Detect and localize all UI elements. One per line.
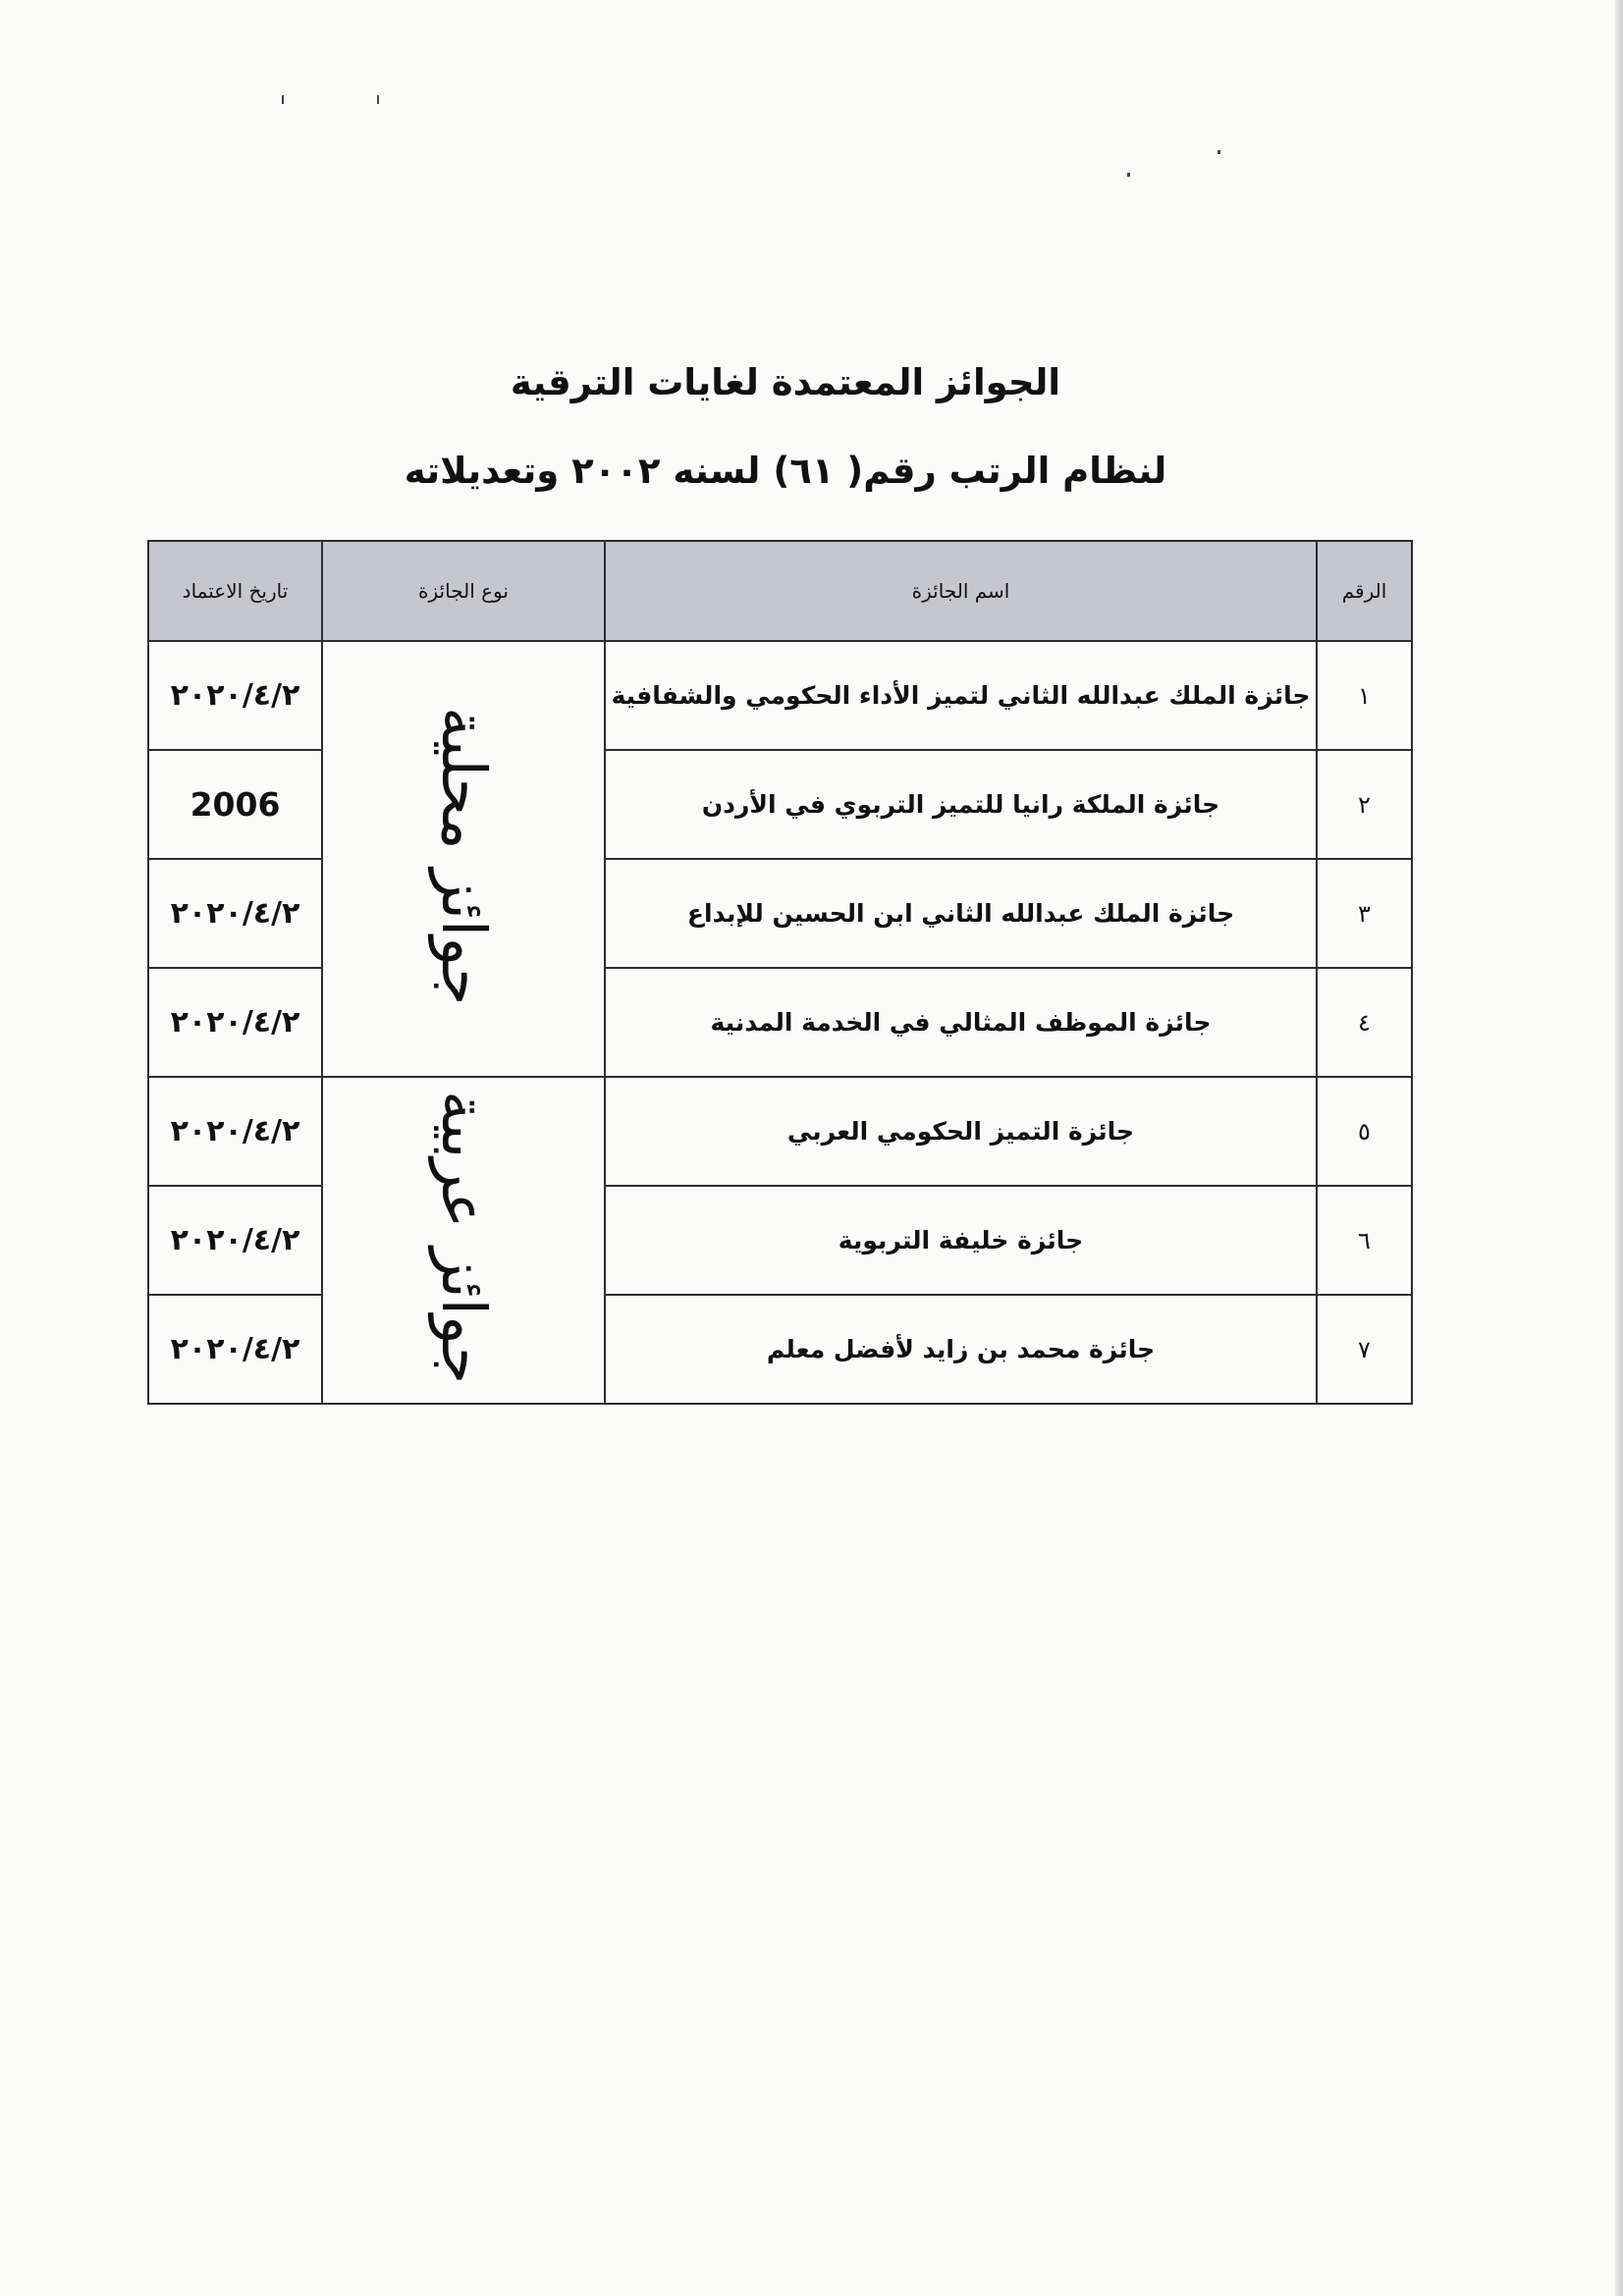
award-type-cell bbox=[322, 641, 605, 1077]
award-name: جائزة محمد بن زايد لأفضل معلم bbox=[605, 1295, 1317, 1404]
header-number: الرقم bbox=[1317, 541, 1412, 641]
scan-speck bbox=[377, 95, 379, 104]
row-number: ٥ bbox=[1317, 1077, 1412, 1186]
award-name: جائزة الملكة رانيا للتميز التربوي في الأردن bbox=[605, 750, 1317, 859]
award-name: جائزة التميز الحكومي العربي bbox=[605, 1077, 1317, 1186]
approval-date: ٢٠٢٠/٤/٢ bbox=[148, 859, 322, 968]
document-subtitle: لنظام الرتب رقم( ٦١) لسنه ٢٠٠٢ وتعديلاته bbox=[404, 450, 1167, 492]
approval-date: ٢٠٢٠/٤/٢ bbox=[148, 1295, 322, 1404]
awards-table bbox=[147, 540, 1413, 1405]
scan-speck bbox=[282, 95, 284, 104]
award-name: جائزة الملك عبدالله الثاني لتميز الأداء الحكومي والشفافية bbox=[605, 641, 1317, 750]
row-number: ٧ bbox=[1317, 1295, 1412, 1404]
approval-date: ٢٠٢٠/٤/٢ bbox=[148, 641, 322, 750]
row-number: ٦ bbox=[1317, 1186, 1412, 1295]
scan-speck bbox=[1127, 173, 1130, 177]
award-type-label: جوائز عربية bbox=[428, 1090, 500, 1385]
row-number: ٢ bbox=[1317, 750, 1412, 859]
approval-date: ٢٠٢٠/٤/٢ bbox=[148, 1077, 322, 1186]
header-type: نوع الجائزة bbox=[322, 541, 605, 641]
award-name: جائزة الملك عبدالله الثاني ابن الحسين للإبداع bbox=[605, 859, 1317, 968]
awards-table-wrapper bbox=[147, 540, 1411, 1405]
row-number: ٤ bbox=[1317, 968, 1412, 1077]
header-date: تاريخ الاعتماد bbox=[148, 541, 322, 641]
award-type-label: جوائز محلية bbox=[428, 706, 500, 1006]
award-type-cell bbox=[322, 1077, 605, 1404]
document-title: الجوائز المعتمدة لغايات الترقية bbox=[510, 361, 1061, 403]
table-header-row bbox=[148, 541, 1412, 641]
award-name: جائزة خليفة التربوية bbox=[605, 1186, 1317, 1295]
row-number: ٣ bbox=[1317, 859, 1412, 968]
approval-date: ٢٠٢٠/٤/٢ bbox=[148, 968, 322, 1077]
table-row bbox=[148, 1077, 1412, 1186]
header-name: اسم الجائزة bbox=[605, 541, 1317, 641]
table-row bbox=[148, 641, 1412, 750]
award-name: جائزة الموظف المثالي في الخدمة المدنية bbox=[605, 968, 1317, 1077]
scan-speck bbox=[1217, 150, 1220, 154]
row-number: ١ bbox=[1317, 641, 1412, 750]
page-edge bbox=[1615, 0, 1623, 2296]
approval-date: ٢٠٢٠/٤/٢ bbox=[148, 1186, 322, 1295]
approval-date: 2006 bbox=[148, 750, 322, 859]
